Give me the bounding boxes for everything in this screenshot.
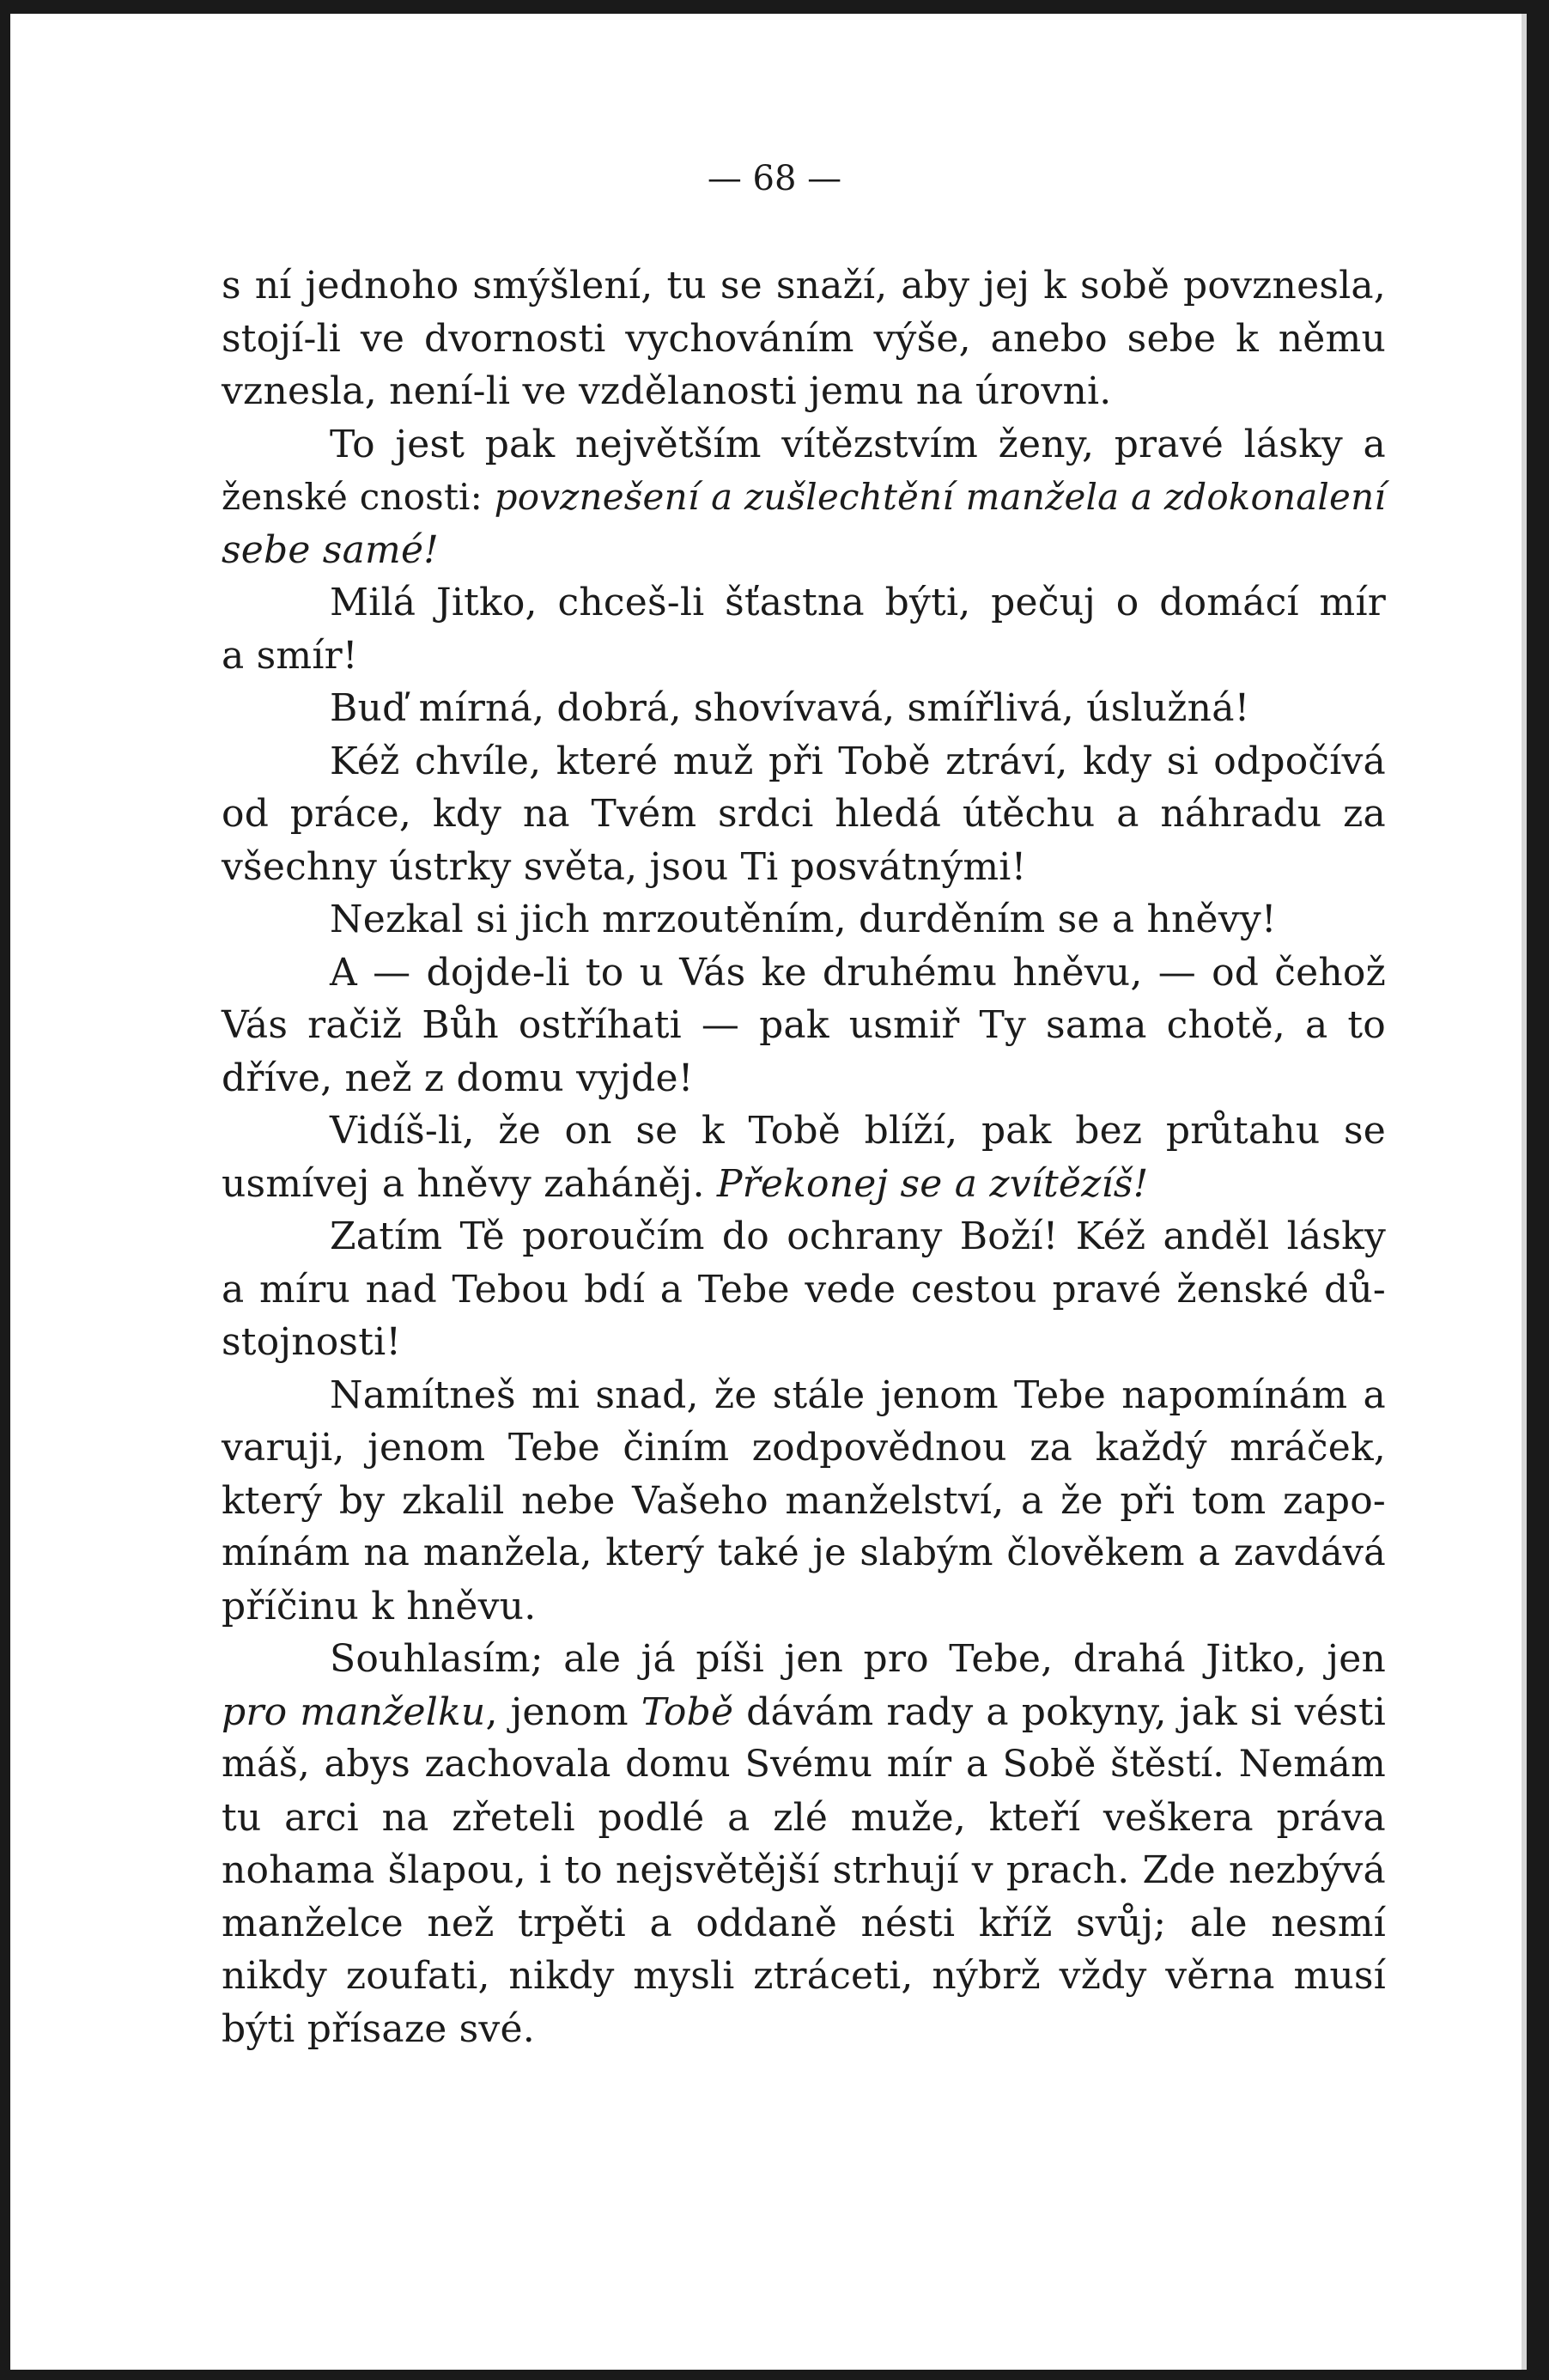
text-line — [222, 1580, 1386, 1634]
text-run: příčinu k hněvu. — [222, 1584, 537, 1628]
text-line — [222, 524, 1386, 577]
text-line — [222, 1950, 1386, 2003]
scan-border-bottom — [0, 2370, 1549, 2380]
text-run: a smír! — [222, 633, 358, 678]
text-run: Souhlasím; ale já píši jen pro Tebe, drahá Jitko, jen — [330, 1637, 1386, 1681]
text-line — [222, 1052, 1386, 1105]
text-run: který by zkalil nebe Vašeho manželství, a že při tom zapo- — [222, 1478, 1386, 1523]
text-line — [222, 682, 1386, 735]
text-run: Vás račiž Bůh ostříhati — pak usmiř Ty sama chotě, a to — [222, 1003, 1386, 1047]
text-run: dříve, než z domu vyjde! — [222, 1056, 694, 1100]
text-run: nikdy zoufati, nikdy mysli ztráceti, nýbrž vždy věrna musí — [222, 1954, 1386, 1998]
text-line — [222, 2003, 1386, 2056]
text-run: všechny ústrky světa, jsou Ti posvátnými! — [222, 844, 1027, 889]
text-run: dávám rady a pokyny, jak si vésti — [733, 1689, 1386, 1734]
text-run: Milá Jitko, chceš-li šťastna býti, pečuj o domácí mír — [330, 581, 1386, 624]
italic-text: Tobě — [641, 1689, 734, 1734]
text-line — [222, 1844, 1386, 1897]
text-line — [222, 1158, 1386, 1211]
text-run: , jenom — [485, 1689, 641, 1734]
text-run: mínám na manžela, který také je slabým člověkem a zavdává — [222, 1531, 1386, 1574]
text-run: tu arci na zřeteli podlé a zlé muže, kteří veškera práva — [222, 1795, 1386, 1840]
text-line — [222, 1475, 1386, 1528]
text-run: Vidíš-li, že on se k Tobě blíží, pak bez průtahu se — [330, 1109, 1386, 1153]
text-line — [222, 1421, 1386, 1475]
text-run: Zatím Tě poroučím do ochrany Boží! Kéž anděl lásky — [330, 1214, 1386, 1258]
text-line — [222, 1686, 1386, 1739]
text-run: varuji, jenom Tebe činím zodpovědnou za každý mráček, — [222, 1426, 1386, 1470]
scan-border-left — [0, 0, 10, 2380]
text-run: Namítneš mi snad, že stále jenom Tebe napomínám a — [330, 1373, 1386, 1417]
page-edge-shadow — [1522, 14, 1527, 2380]
text-run: nohama šlapou, i to nejsvětější strhují v prach. Zde nezbývá — [222, 1848, 1386, 1892]
text-line — [222, 313, 1386, 366]
text-run: Nezkal si jich mrzoutěním, durděním se a hněvy! — [330, 898, 1277, 941]
text-line — [222, 630, 1386, 683]
text-run: A — dojde-li to u Vás ke druhému hněvu, — od čehož — [330, 950, 1386, 995]
text-line — [222, 788, 1386, 841]
text-run: Kéž chvíle, které muž při Tobě ztráví, kdy si odpočívá — [330, 739, 1386, 783]
italic-text: povznešení a zušlechtění manžela a zdokonalení — [494, 476, 1386, 518]
text-line — [222, 1263, 1386, 1317]
scan-border-top — [0, 0, 1549, 14]
text-run: Buď mírná, dobrá, shovívavá, smířlivá, úslužná! — [330, 686, 1250, 730]
text-line — [222, 1369, 1386, 1422]
text-line — [222, 1210, 1386, 1263]
text-run: stojí-li ve dvornosti vychováním výše, anebo sebe k němu — [222, 316, 1386, 361]
text-run: manželce než trpěti a oddaně nésti kříž svůj; ale nesmí — [222, 1901, 1386, 1945]
text-run: vznesla, není-li ve vzdělanosti jemu na úrovni. — [222, 369, 1112, 413]
page-number: — 68 — — [707, 159, 842, 198]
text-line — [222, 1897, 1386, 1951]
text-line — [222, 259, 1386, 313]
body-text — [222, 259, 1386, 2055]
text-run: s ní jednoho smýšlení, tu se snaží, aby jej k sobě povznesla, — [222, 264, 1386, 307]
text-line — [222, 1633, 1386, 1686]
text-line — [222, 1792, 1386, 1845]
text-run: býti přísaze své. — [222, 2006, 535, 2051]
italic-text: Překonej se a zvítězíš! — [716, 1161, 1149, 1206]
text-run: usmívej a hněvy zaháněj. — [222, 1161, 717, 1206]
italic-text: sebe samé! — [222, 527, 440, 572]
text-line — [222, 576, 1386, 630]
text-line — [222, 999, 1386, 1052]
text-run: od práce, kdy na Tvém srdci hledá útěchu a náhradu za — [222, 792, 1386, 836]
italic-text: pro manželku — [222, 1689, 486, 1734]
text-run: máš, abys zachovala domu Svému mír a Sobě štěstí. Nemám — [222, 1743, 1386, 1786]
text-line — [222, 1105, 1386, 1158]
text-run: a míru nad Tebou bdí a Tebe vede cestou pravé ženské dů- — [222, 1267, 1386, 1312]
text-line — [222, 1527, 1386, 1580]
text-line — [222, 365, 1386, 418]
text-line — [222, 1738, 1386, 1792]
text-line — [222, 1316, 1386, 1369]
text-run: stojnosti! — [222, 1320, 402, 1364]
text-run: ženské cnosti: — [222, 476, 495, 518]
scan-border-right — [1527, 0, 1549, 2380]
text-line — [222, 841, 1386, 894]
text-line — [222, 947, 1386, 1000]
text-run: To jest pak největším vítězstvím ženy, pravé lásky a — [330, 422, 1386, 466]
text-line — [222, 893, 1386, 947]
text-line — [222, 471, 1386, 524]
text-line — [222, 735, 1386, 788]
text-line — [222, 418, 1386, 472]
